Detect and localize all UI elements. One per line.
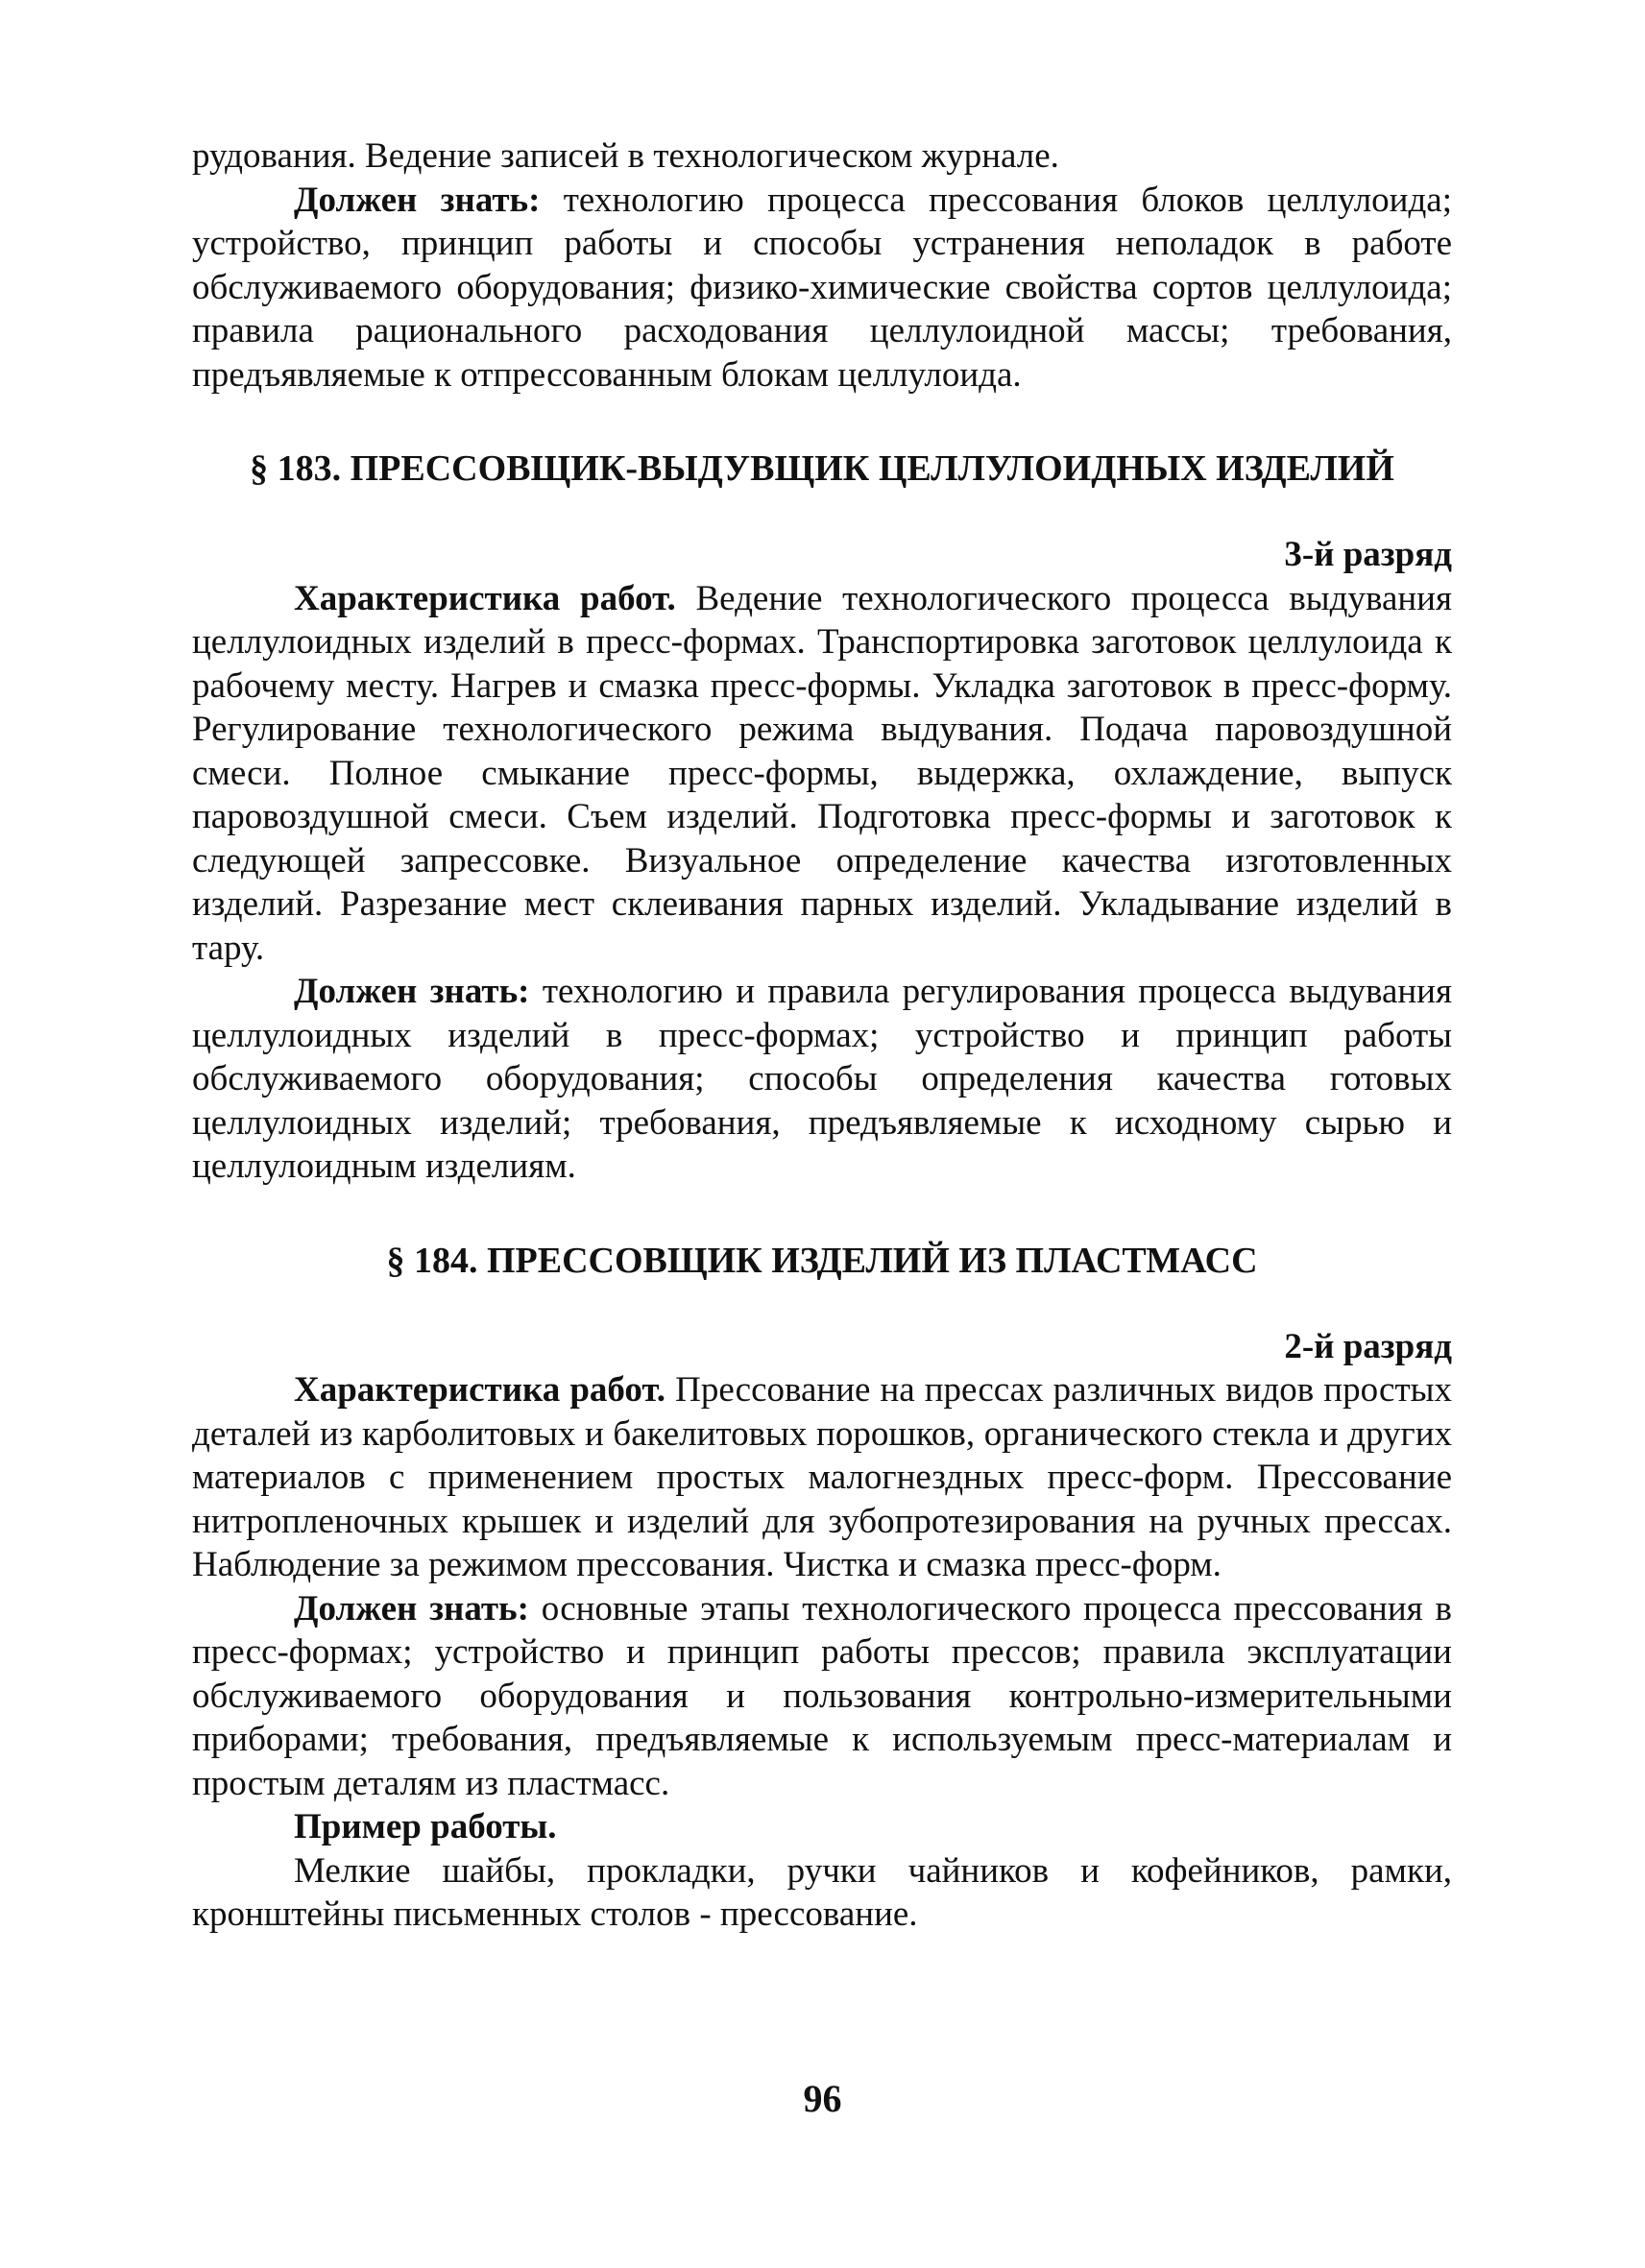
characteristics-text: Ведение технологического процесса выдувания целлулоидных изделий в пресс-формах. Транспортировка заготовок целлулоида к рабочему месту. Нагрев и смазка пресс-формы. Укладка заготовок в пресс-форму. Регулирование технологического режима выдувания. Подача паровоздушной смеси. Полное смыкание пресс-формы, выдержка, охлаждение, выпуск паровоздушной смеси. Съем изделий. Подготовка пресс-формы и заготовок к следующей запрессовке. Визуальное определение качества изготовленных изделий. Разрезание мест склеивания парных изделий. Укладывание изделий в тару. (192, 578, 1453, 968)
knowledge-text: технологию процесса прессования блоков целлулоида; устройство, принцип работы и способы устранения неполадок в работе обслуживаемого оборудования; физико-химические свойства сортов целлулоида; правила рационального расходования целлулоидной массы; требования, предъявляемые к отпрессованным блокам целлулоида. (192, 180, 1452, 395)
knowledge-text: основные этапы технологического процесса прессования в пресс-формах; устройство и принцип работы прессов; правила эксплуатации обслуживаемого оборудования и пользования контрольно-измерительными приборами; требования, предъявляемые к используемым пресс-материалам и простым деталям из пластмасс. (192, 1588, 1452, 1803)
prev-knowledge-paragraph (192, 179, 1452, 398)
section-184-knowledge (192, 1587, 1452, 1806)
example-label: Пример работы. (294, 1807, 557, 1846)
knowledge-label: Должен знать: (294, 972, 530, 1011)
section-184-grade: 2-й разряд (1284, 1326, 1452, 1366)
characteristics-label: Характеристика работ. (294, 578, 676, 618)
section-183-heading: § 183. ПРЕССОВЩИК-ВЫДУВЩИК ЦЕЛЛУЛОИДНЫХ ИЗДЕЛИЙ (250, 448, 1394, 489)
characteristics-text: Прессование на прессах различных видов простых деталей из карболитовых и бакелитовых порошков, органического стекла и других материалов с применением простых малогнездных пресс-форм. Прессование нитропленочных крышек и изделий для зубопротезирования на ручных прессах. Наблюдение за режимом прессования. Чистка и смазка пресс-форм. (192, 1370, 1452, 1584)
page-number: 96 (803, 2077, 842, 2120)
continuation-paragraph: рудования. Ведение записей в технологическом журнале. (192, 136, 1059, 176)
section-183-characteristics (192, 577, 1452, 971)
knowledge-label: Должен знать: (294, 1588, 529, 1629)
section-183-grade: 3-й разряд (1284, 535, 1452, 574)
section-184-characteristics (192, 1368, 1452, 1587)
example-text: Мелкие шайбы, прокладки, ручки чайников и кофейников, рамки, кронштейны письменных столов - прессование. (192, 1850, 1452, 1934)
characteristics-label: Характеристика работ. (294, 1370, 666, 1410)
knowledge-label: Должен знать: (294, 180, 541, 220)
knowledge-text: технологию и правила регулирования процесса выдувания целлулоидных изделий в пресс-формах; устройство и принцип работы обслуживаемого оборудования; способы определения качества готовых целлулоидных изделий; требования, предъявляемые к исходному сырью и целлулоидным изделиям. (192, 972, 1452, 1186)
section-184-heading: § 184. ПРЕССОВЩИК ИЗДЕЛИЙ ИЗ ПЛАСТМАСС (386, 1240, 1258, 1281)
section-183-knowledge (192, 970, 1452, 1189)
page-body (192, 134, 1452, 1937)
